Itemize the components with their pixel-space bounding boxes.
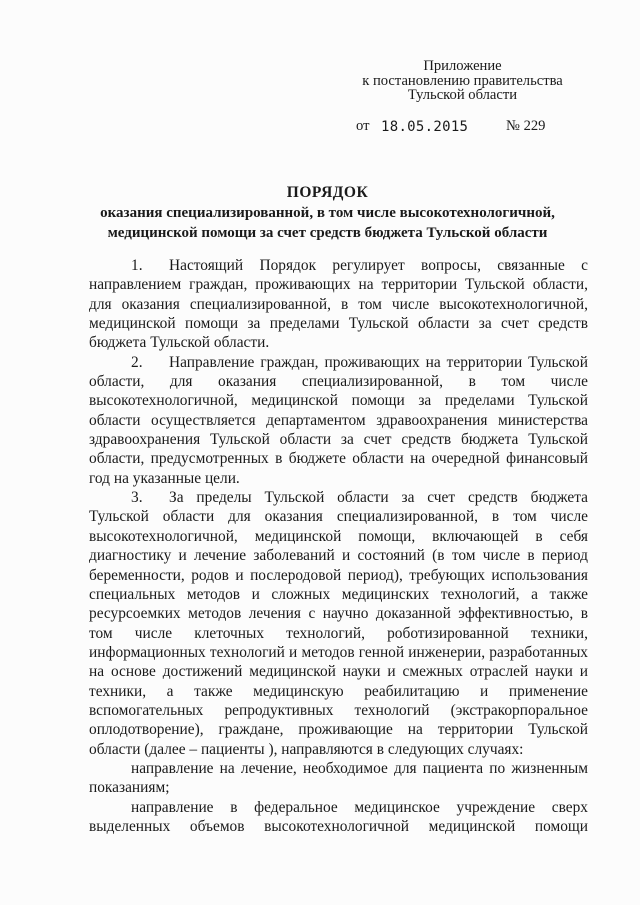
paragraph-text: Настоящий Порядок регулирует вопросы, связанные с направлением граждан, проживающих на территории Тульской области, для оказания специализированной, в том числе высокотехнологичной, медицинской помощи за пределами Тульской области за счет средств бюджета Тульской области. (89, 257, 588, 352)
title-block (90, 184, 565, 242)
paragraph (89, 488, 588, 759)
appendix-line: Тульской области (407, 87, 518, 103)
document-body (89, 256, 588, 836)
document-subtitle-line: оказания специализированной, в том числе высокотехнологичной, (100, 205, 555, 221)
document-title: ПОРЯДОК (286, 184, 369, 201)
case-item: направление на лечение, необходимое для пациента по жизненным показаниям; (89, 759, 588, 797)
paragraph-number: 3. (131, 489, 143, 507)
paragraph (89, 256, 588, 353)
appendix-header (340, 59, 585, 103)
paragraph-text: За пределы Тульской области за счет средств бюджета Тульской области для оказания специализированной, в том числе высокотехнологичной, медицинской помощи, включающей в себя диагностику и лечение заболеваний и состояний (в том числе в период беременности, родов и послеродовой период), требующих использования специальных методов и сложных медицинских технологий, а также ресурсоемких методов лечения с научно доказанной эффективностью, в том числе клеточных технологий, роботизированной техники, информационных технологий и методов генной инженерии, разработанных на основе достижений медицинской науки и смежных отраслей науки и техники, а также медицинскую реабилитацию и применение вспомогательных репродуктивных технологий (экстракорпоральное оплодотворение), граждане, проживающие на территории Тульской области (далее – пациенты ), направляются в следующих случаях: (89, 489, 588, 758)
case-item: направление в федеральное медицинское учреждение сверх выделенных объемов высокотехнологичной медицинской помощи (89, 798, 588, 835)
document-number: № 229 (506, 118, 546, 134)
paragraph-number: 2. (131, 353, 143, 371)
appendix-line: Приложение (423, 58, 502, 74)
paragraph (89, 353, 588, 488)
appendix-line: к постановлению правительства (362, 72, 563, 89)
paragraph-text: Направление граждан, проживающих на территории Тульской области, для оказания специализированной, в том числе высокотехнологичной, медицинской помощи за пределами Тульской области осуществляется департаментом здравоохранения министерства здравоохранения Тульской области за счет средств бюджета Тульской области, предусмотренных в бюджете области на очередной финансовый год на указанные цели. (89, 353, 588, 487)
paragraph-number: 1. (131, 257, 143, 274)
document-subtitle-line: медицинской помощи за счет средств бюджета Тульской области (107, 225, 548, 241)
document-date: 18.05.2015 (381, 119, 469, 135)
date-prefix: от (356, 118, 370, 134)
